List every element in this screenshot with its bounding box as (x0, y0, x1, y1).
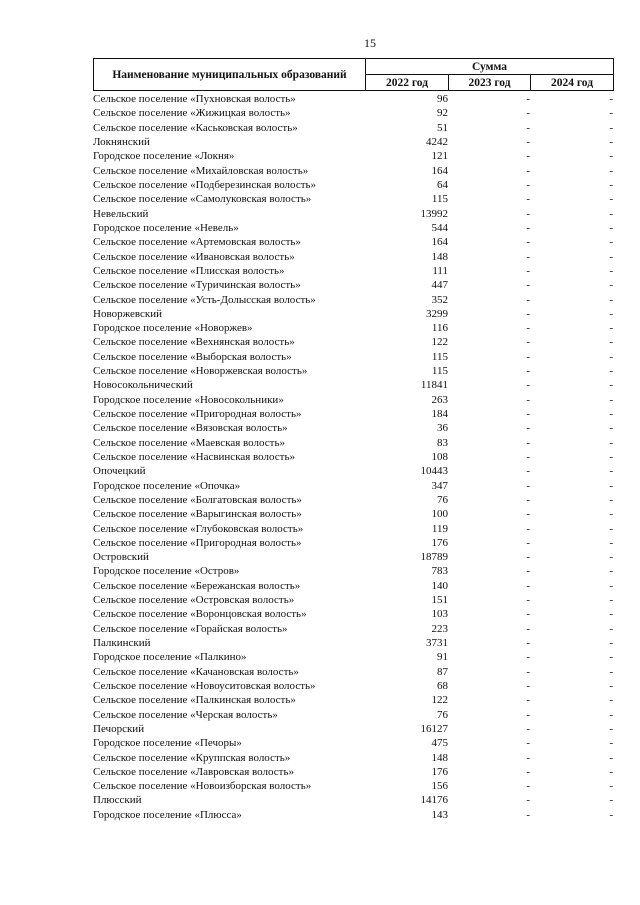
row-name: Опочецкий (93, 465, 146, 478)
row-value-2024: - (609, 708, 613, 721)
row-value-2024: - (609, 536, 613, 549)
row-value-2024: - (609, 594, 613, 607)
row-value-2022: 96 (437, 93, 448, 106)
row-name: Городское поселение «Новосокольники» (93, 393, 284, 406)
row-value-2022: 151 (431, 594, 448, 607)
row-value-2024: - (609, 107, 613, 120)
row-name: Сельское поселение «Круппская волость» (93, 751, 291, 764)
table-row (93, 722, 613, 736)
row-value-2024: - (609, 307, 613, 320)
row-value-2022: 223 (431, 622, 448, 635)
header-year-2024: 2024 год (531, 75, 614, 91)
table-row (93, 665, 613, 679)
row-name: Сельское поселение «Михайловская волость» (93, 164, 309, 177)
row-value-2023: - (526, 694, 530, 707)
row-value-2024: - (609, 193, 613, 206)
header-name-column: Наименование муниципальных образований (94, 59, 366, 91)
row-value-2024: - (609, 207, 613, 220)
row-value-2023: - (526, 350, 530, 363)
table-row (93, 593, 613, 607)
row-name: Городское поселение «Плюсса» (93, 808, 242, 821)
row-name: Сельское поселение «Вязовская волость» (93, 422, 288, 435)
row-name: Сельское поселение «Туричинская волость» (93, 279, 301, 292)
row-name: Сельское поселение «Жижицкая волость» (93, 107, 291, 120)
table-row (93, 378, 613, 392)
table-row (93, 636, 613, 650)
row-value-2022: 91 (437, 651, 448, 664)
table-row (93, 350, 613, 364)
row-name: Сельское поселение «Черская волость» (93, 708, 278, 721)
row-value-2023: - (526, 221, 530, 234)
row-value-2023: - (526, 336, 530, 349)
table-row (93, 808, 613, 822)
row-value-2023: - (526, 722, 530, 735)
row-value-2023: - (526, 637, 530, 650)
row-name: Сельское поселение «Ивановская волость» (93, 250, 295, 263)
row-name: Плюсский (93, 794, 142, 807)
row-value-2023: - (526, 365, 530, 378)
table-row (93, 622, 613, 636)
row-name: Новоржевский (93, 307, 163, 320)
row-value-2023: - (526, 136, 530, 149)
row-value-2023: - (526, 551, 530, 564)
table-row (93, 121, 613, 135)
row-value-2023: - (526, 765, 530, 778)
row-value-2024: - (609, 450, 613, 463)
row-name: Сельское поселение «Усть-Долысская волость» (93, 293, 316, 306)
row-value-2022: 51 (437, 121, 448, 134)
row-name: Невельский (93, 207, 149, 220)
row-value-2024: - (609, 694, 613, 707)
row-value-2024: - (609, 179, 613, 192)
table-row (93, 264, 613, 278)
row-name: Локнянский (93, 136, 150, 149)
row-name: Новосокольнический (93, 379, 193, 392)
row-value-2024: - (609, 293, 613, 306)
row-value-2022: 176 (431, 536, 448, 549)
row-value-2024: - (609, 422, 613, 435)
row-name: Печорский (93, 722, 145, 735)
row-value-2024: - (609, 121, 613, 134)
row-value-2024: - (609, 336, 613, 349)
row-value-2024: - (609, 279, 613, 292)
row-name: Городское поселение «Остров» (93, 565, 240, 578)
row-value-2024: - (609, 493, 613, 506)
row-value-2022: 119 (431, 522, 448, 535)
table-row (93, 135, 613, 149)
row-value-2024: - (609, 579, 613, 592)
row-value-2024: - (609, 164, 613, 177)
row-name: Сельское поселение «Островская волость» (93, 594, 295, 607)
row-name: Сельское поселение «Пригородная волость» (93, 536, 302, 549)
table-row (93, 249, 613, 263)
row-name: Сельское поселение «Качановская волость» (93, 665, 299, 678)
row-value-2022: 13992 (420, 207, 448, 220)
row-value-2022: 76 (437, 493, 448, 506)
table-row (93, 493, 613, 507)
table-row (93, 707, 613, 721)
table-row (93, 221, 613, 235)
row-value-2023: - (526, 536, 530, 549)
row-value-2022: 115 (431, 365, 448, 378)
row-name: Сельское поселение «Новоизборская волость» (93, 780, 312, 793)
row-value-2022: 148 (431, 250, 448, 263)
row-value-2022: 115 (431, 350, 448, 363)
row-value-2024: - (609, 794, 613, 807)
row-value-2023: - (526, 121, 530, 134)
table-row (93, 321, 613, 335)
table-header (93, 58, 614, 91)
row-value-2022: 108 (431, 450, 448, 463)
row-value-2023: - (526, 193, 530, 206)
row-name: Сельское поселение «Болгатовская волость» (93, 493, 302, 506)
row-value-2024: - (609, 236, 613, 249)
row-value-2022: 103 (431, 608, 448, 621)
row-name: Городское поселение «Локня» (93, 150, 235, 163)
row-name: Сельское поселение «Подберезинская волость» (93, 179, 317, 192)
row-value-2022: 64 (437, 179, 448, 192)
row-value-2023: - (526, 93, 530, 106)
row-value-2024: - (609, 264, 613, 277)
row-value-2022: 11841 (420, 379, 448, 392)
row-value-2024: - (609, 808, 613, 821)
row-value-2024: - (609, 751, 613, 764)
row-value-2024: - (609, 737, 613, 750)
row-value-2022: 140 (431, 579, 448, 592)
row-value-2022: 475 (431, 737, 448, 750)
row-value-2023: - (526, 737, 530, 750)
row-name: Островский (93, 551, 149, 564)
row-name: Городское поселение «Новоржев» (93, 322, 253, 335)
row-name: Сельское поселение «Варыгинская волость» (93, 508, 302, 521)
row-value-2024: - (609, 365, 613, 378)
row-value-2024: - (609, 722, 613, 735)
table-row (93, 765, 613, 779)
row-name: Сельское поселение «Самолуковская волость» (93, 193, 312, 206)
row-value-2023: - (526, 708, 530, 721)
row-value-2023: - (526, 751, 530, 764)
table-row (93, 550, 613, 564)
header-year-2022: 2022 год (366, 75, 449, 91)
row-name: Сельское поселение «Артемовская волость» (93, 236, 301, 249)
row-value-2022: 36 (437, 422, 448, 435)
row-value-2023: - (526, 207, 530, 220)
row-value-2023: - (526, 422, 530, 435)
header-year-2023: 2023 год (449, 75, 531, 91)
table-row (93, 736, 613, 750)
table-row (93, 292, 613, 306)
row-value-2022: 122 (431, 336, 448, 349)
row-value-2024: - (609, 322, 613, 335)
table-row (93, 650, 613, 664)
table-row (93, 149, 613, 163)
row-value-2023: - (526, 236, 530, 249)
table-row (93, 507, 613, 521)
row-value-2024: - (609, 608, 613, 621)
row-value-2024: - (609, 679, 613, 692)
row-value-2023: - (526, 665, 530, 678)
row-value-2024: - (609, 508, 613, 521)
table-row (93, 278, 613, 292)
row-value-2024: - (609, 479, 613, 492)
row-name: Сельское поселение «Пухновская волость» (93, 93, 296, 106)
row-value-2022: 10443 (420, 465, 448, 478)
row-name: Сельское поселение «Палкинская волость» (93, 694, 296, 707)
row-value-2023: - (526, 679, 530, 692)
table-row (93, 106, 613, 120)
row-value-2022: 352 (431, 293, 448, 306)
row-value-2024: - (609, 150, 613, 163)
row-name: Сельское поселение «Новоуситовская волость» (93, 679, 316, 692)
table-row (93, 793, 613, 807)
row-value-2023: - (526, 465, 530, 478)
row-value-2024: - (609, 436, 613, 449)
row-value-2024: - (609, 665, 613, 678)
row-value-2023: - (526, 622, 530, 635)
row-value-2022: 16127 (420, 722, 448, 735)
row-value-2022: 184 (431, 408, 448, 421)
table-row (93, 478, 613, 492)
row-value-2023: - (526, 522, 530, 535)
row-name: Сельское поселение «Маевская волость» (93, 436, 286, 449)
row-value-2023: - (526, 579, 530, 592)
row-value-2023: - (526, 307, 530, 320)
row-value-2024: - (609, 622, 613, 635)
table-row (93, 364, 613, 378)
row-value-2024: - (609, 350, 613, 363)
table-row (93, 407, 613, 421)
row-value-2022: 3731 (426, 637, 448, 650)
row-name: Палкинский (93, 637, 151, 650)
row-value-2023: - (526, 379, 530, 392)
row-value-2023: - (526, 264, 530, 277)
row-value-2024: - (609, 136, 613, 149)
row-value-2022: 76 (437, 708, 448, 721)
table-row (93, 607, 613, 621)
row-name: Сельское поселение «Новоржевская волость» (93, 365, 308, 378)
row-value-2022: 3299 (426, 307, 448, 320)
header-sum-column: Сумма (366, 59, 614, 75)
row-value-2022: 176 (431, 765, 448, 778)
table-row (93, 192, 613, 206)
budget-table (93, 58, 613, 822)
row-value-2022: 148 (431, 751, 448, 764)
row-value-2022: 14176 (420, 794, 448, 807)
table-body (93, 92, 613, 822)
row-value-2022: 115 (431, 193, 448, 206)
row-value-2024: - (609, 379, 613, 392)
row-value-2022: 4242 (426, 136, 448, 149)
row-value-2022: 156 (431, 780, 448, 793)
row-value-2024: - (609, 637, 613, 650)
row-value-2024: - (609, 565, 613, 578)
row-value-2024: - (609, 221, 613, 234)
table-row (93, 536, 613, 550)
row-value-2022: 111 (432, 264, 448, 277)
row-value-2023: - (526, 493, 530, 506)
table-row (93, 693, 613, 707)
row-value-2023: - (526, 164, 530, 177)
table-row (93, 750, 613, 764)
page-number: 15 (364, 36, 376, 50)
row-value-2022: 164 (431, 236, 448, 249)
row-value-2022: 122 (431, 694, 448, 707)
row-value-2024: - (609, 780, 613, 793)
table-row (93, 579, 613, 593)
table-row (93, 164, 613, 178)
row-value-2022: 87 (437, 665, 448, 678)
row-value-2024: - (609, 522, 613, 535)
row-value-2023: - (526, 293, 530, 306)
row-value-2022: 18789 (420, 551, 448, 564)
row-value-2022: 263 (431, 393, 448, 406)
row-value-2022: 116 (431, 322, 448, 335)
row-name: Сельское поселение «Насвинская волость» (93, 450, 296, 463)
row-name: Сельское поселение «Лавровская волость» (93, 765, 294, 778)
row-name: Городское поселение «Опочка» (93, 479, 241, 492)
table-row (93, 464, 613, 478)
table-row (93, 92, 613, 106)
row-value-2023: - (526, 808, 530, 821)
table-row (93, 207, 613, 221)
table-row (93, 421, 613, 435)
row-value-2023: - (526, 594, 530, 607)
row-value-2023: - (526, 479, 530, 492)
row-value-2023: - (526, 250, 530, 263)
row-value-2023: - (526, 794, 530, 807)
row-name: Сельское поселение «Воронцовская волость» (93, 608, 307, 621)
row-value-2023: - (526, 322, 530, 335)
row-value-2022: 83 (437, 436, 448, 449)
row-value-2024: - (609, 551, 613, 564)
row-value-2023: - (526, 508, 530, 521)
row-value-2023: - (526, 780, 530, 793)
table-row (93, 307, 613, 321)
row-value-2023: - (526, 565, 530, 578)
table-row (93, 521, 613, 535)
row-name: Сельское поселение «Выборская волость» (93, 350, 292, 363)
row-name: Сельское поселение «Плисская волость» (93, 264, 285, 277)
row-name: Городское поселение «Палкино» (93, 651, 247, 664)
row-name: Сельское поселение «Вехнянская волость» (93, 336, 295, 349)
row-value-2023: - (526, 436, 530, 449)
row-value-2022: 100 (431, 508, 448, 521)
table-row (93, 335, 613, 349)
table-row (93, 564, 613, 578)
row-value-2022: 447 (431, 279, 448, 292)
table-row (93, 393, 613, 407)
row-value-2024: - (609, 465, 613, 478)
row-value-2022: 143 (431, 808, 448, 821)
table-row (93, 178, 613, 192)
row-value-2024: - (609, 408, 613, 421)
row-value-2023: - (526, 608, 530, 621)
row-value-2024: - (609, 250, 613, 263)
row-value-2024: - (609, 393, 613, 406)
table-row (93, 436, 613, 450)
row-value-2022: 92 (437, 107, 448, 120)
row-value-2024: - (609, 93, 613, 106)
row-value-2023: - (526, 408, 530, 421)
row-name: Сельское поселение «Каськовская волость» (93, 121, 298, 134)
table-row (93, 779, 613, 793)
table-row (93, 450, 613, 464)
row-value-2023: - (526, 651, 530, 664)
row-value-2024: - (609, 651, 613, 664)
row-value-2023: - (526, 279, 530, 292)
row-value-2022: 121 (431, 150, 448, 163)
row-value-2023: - (526, 107, 530, 120)
row-value-2022: 164 (431, 164, 448, 177)
row-value-2022: 347 (431, 479, 448, 492)
row-name: Сельское поселение «Пригородная волость» (93, 408, 302, 421)
row-value-2022: 544 (431, 221, 448, 234)
row-value-2024: - (609, 765, 613, 778)
row-name: Сельское поселение «Глубоковская волость» (93, 522, 304, 535)
row-value-2022: 68 (437, 679, 448, 692)
row-value-2022: 783 (431, 565, 448, 578)
row-name: Городское поселение «Печоры» (93, 737, 242, 750)
row-name: Городское поселение «Невель» (93, 221, 239, 234)
row-value-2023: - (526, 393, 530, 406)
row-name: Сельское поселение «Бережанская волость» (93, 579, 301, 592)
table-row (93, 235, 613, 249)
row-value-2023: - (526, 450, 530, 463)
row-value-2023: - (526, 150, 530, 163)
row-value-2023: - (526, 179, 530, 192)
row-name: Сельское поселение «Горайская волость» (93, 622, 288, 635)
table-row (93, 679, 613, 693)
